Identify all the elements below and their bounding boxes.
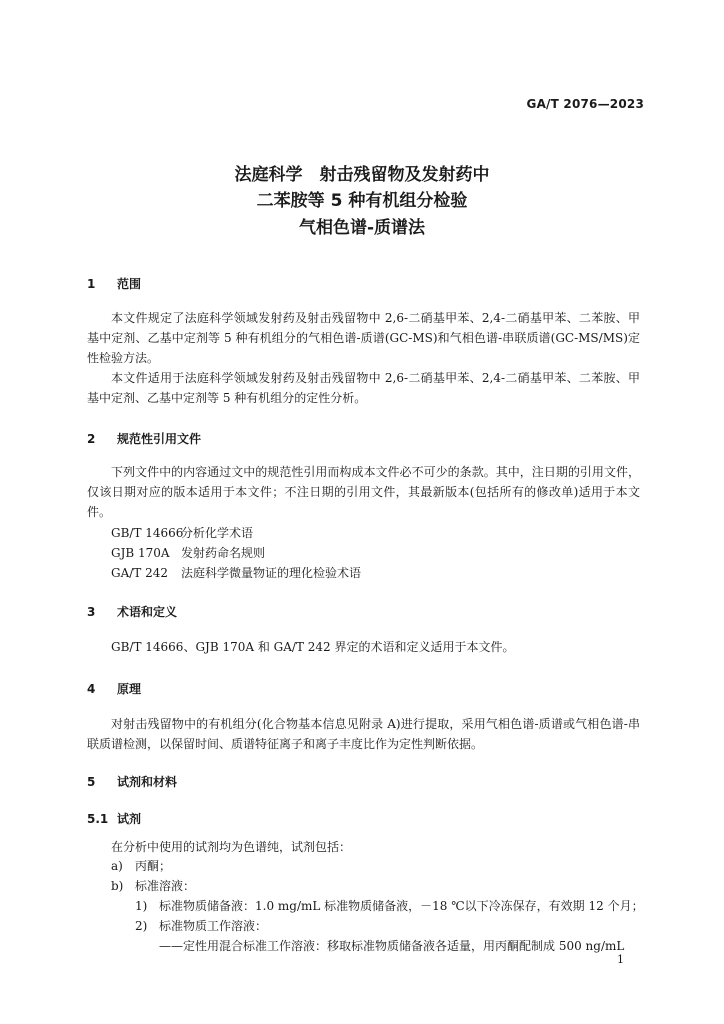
section-3-heading: [87, 603, 177, 620]
list-label: a): [111, 859, 123, 873]
section-number: 3: [87, 605, 96, 619]
section-title: 试剂和材料: [117, 775, 178, 789]
list-text: 标准物质储备液：1.0 mg/mL 标准物质储备液，－18 ℃以下冷冻保存，有效期 12 个月；: [159, 899, 644, 913]
section-2-heading: [87, 430, 201, 447]
list-label: 1): [135, 899, 148, 913]
section-1-paragraph-1: 本文件规定了法庭科学领域发射药及射击残留物中 2,6-二硝基甲苯、2,4-二硝基甲苯、二苯胺、甲基中定剂、乙基中定剂等 5 种有机组分的气相色谱-质谱(GC-MS)和气相色谱-串联质谱(GC-MS/MS)定性检验方法。: [87, 311, 640, 365]
reference-item: [111, 544, 265, 561]
section-5-1-intro: 在分析中使用的试剂均为色谱纯，试剂包括：: [111, 840, 352, 854]
list-text: 标准物质工作溶液：: [159, 919, 268, 933]
section-title: 规范性引用文件: [117, 432, 202, 446]
section-number: 5.1: [87, 812, 109, 826]
list-item-b-2: [135, 917, 267, 934]
section-1-heading: [87, 275, 141, 292]
section-title: 范围: [117, 277, 142, 291]
section-number: 4: [87, 682, 96, 696]
reference-item: [111, 564, 361, 581]
title-line-2: 二苯胺等 5 种有机组分检验: [256, 191, 468, 211]
dash-item: ——定性用混合标准工作溶液：移取标准物质储备液各适量，用丙酮配制成 500 ng/mL: [159, 939, 625, 953]
section-2-paragraph-1: 下列文件中的内容通过文中的规范性引用而构成本文件必不可少的条款。其中，注日期的引用文件，仅该日期对应的版本适用于本文件；不注日期的引用文件，其最新版本(包括所有的修改单)适用于本文件。: [87, 465, 640, 519]
reference-name: 发射药命名规则: [181, 546, 266, 560]
reference-code: GJB 170A: [111, 546, 170, 560]
reference-item: [111, 524, 253, 541]
reference-name: 法庭科学微量物证的理化检验术语: [181, 566, 362, 580]
list-item-b: [111, 877, 195, 894]
section-5-1-heading: [87, 810, 141, 827]
reference-code: GA/T 242: [111, 566, 169, 580]
list-text: 丙酮；: [135, 859, 172, 873]
section-title: 试剂: [117, 812, 142, 826]
section-number: 2: [87, 432, 96, 446]
section-title: 术语和定义: [117, 605, 178, 619]
reference-name: 分析化学术语: [181, 526, 254, 540]
page-number: 1: [617, 953, 624, 966]
standard-code: GA/T 2076—2023: [526, 97, 644, 111]
title-line-1: 法庭科学 射击残留物及发射药中: [234, 165, 490, 185]
list-item-b-1: [135, 897, 644, 914]
list-item-a: [111, 857, 171, 874]
list-text: 标准溶液：: [135, 879, 196, 893]
section-title: 原理: [117, 682, 142, 696]
section-number: 1: [87, 277, 96, 291]
reference-code: GB/T 14666: [111, 526, 184, 540]
list-label: b): [111, 879, 124, 893]
list-label: 2): [135, 919, 148, 933]
title-line-3: 气相色谱-质谱法: [298, 218, 426, 238]
section-3-paragraph-1: GB/T 14666、GJB 170A 和 GA/T 242 界定的术语和定义适用于本文件。: [111, 640, 515, 654]
section-4-heading: [87, 680, 141, 697]
section-4-paragraph-1: 对射击残留物中的有机组分(化合物基本信息见附录 A)进行提取，采用气相色谱-质谱或气相色谱-串联质谱检测，以保留时间、质谱特征离子和离子丰度比作为定性判断依据。: [87, 717, 640, 751]
section-1-paragraph-2: 本文件适用于法庭科学领域发射药及射击残留物中 2,6-二硝基甲苯、2,4-二硝基甲苯、二苯胺、甲基中定剂、乙基中定剂等 5 种有机组分的定性分析。: [87, 371, 640, 405]
section-5-heading: [87, 773, 177, 790]
section-number: 5: [87, 775, 96, 789]
